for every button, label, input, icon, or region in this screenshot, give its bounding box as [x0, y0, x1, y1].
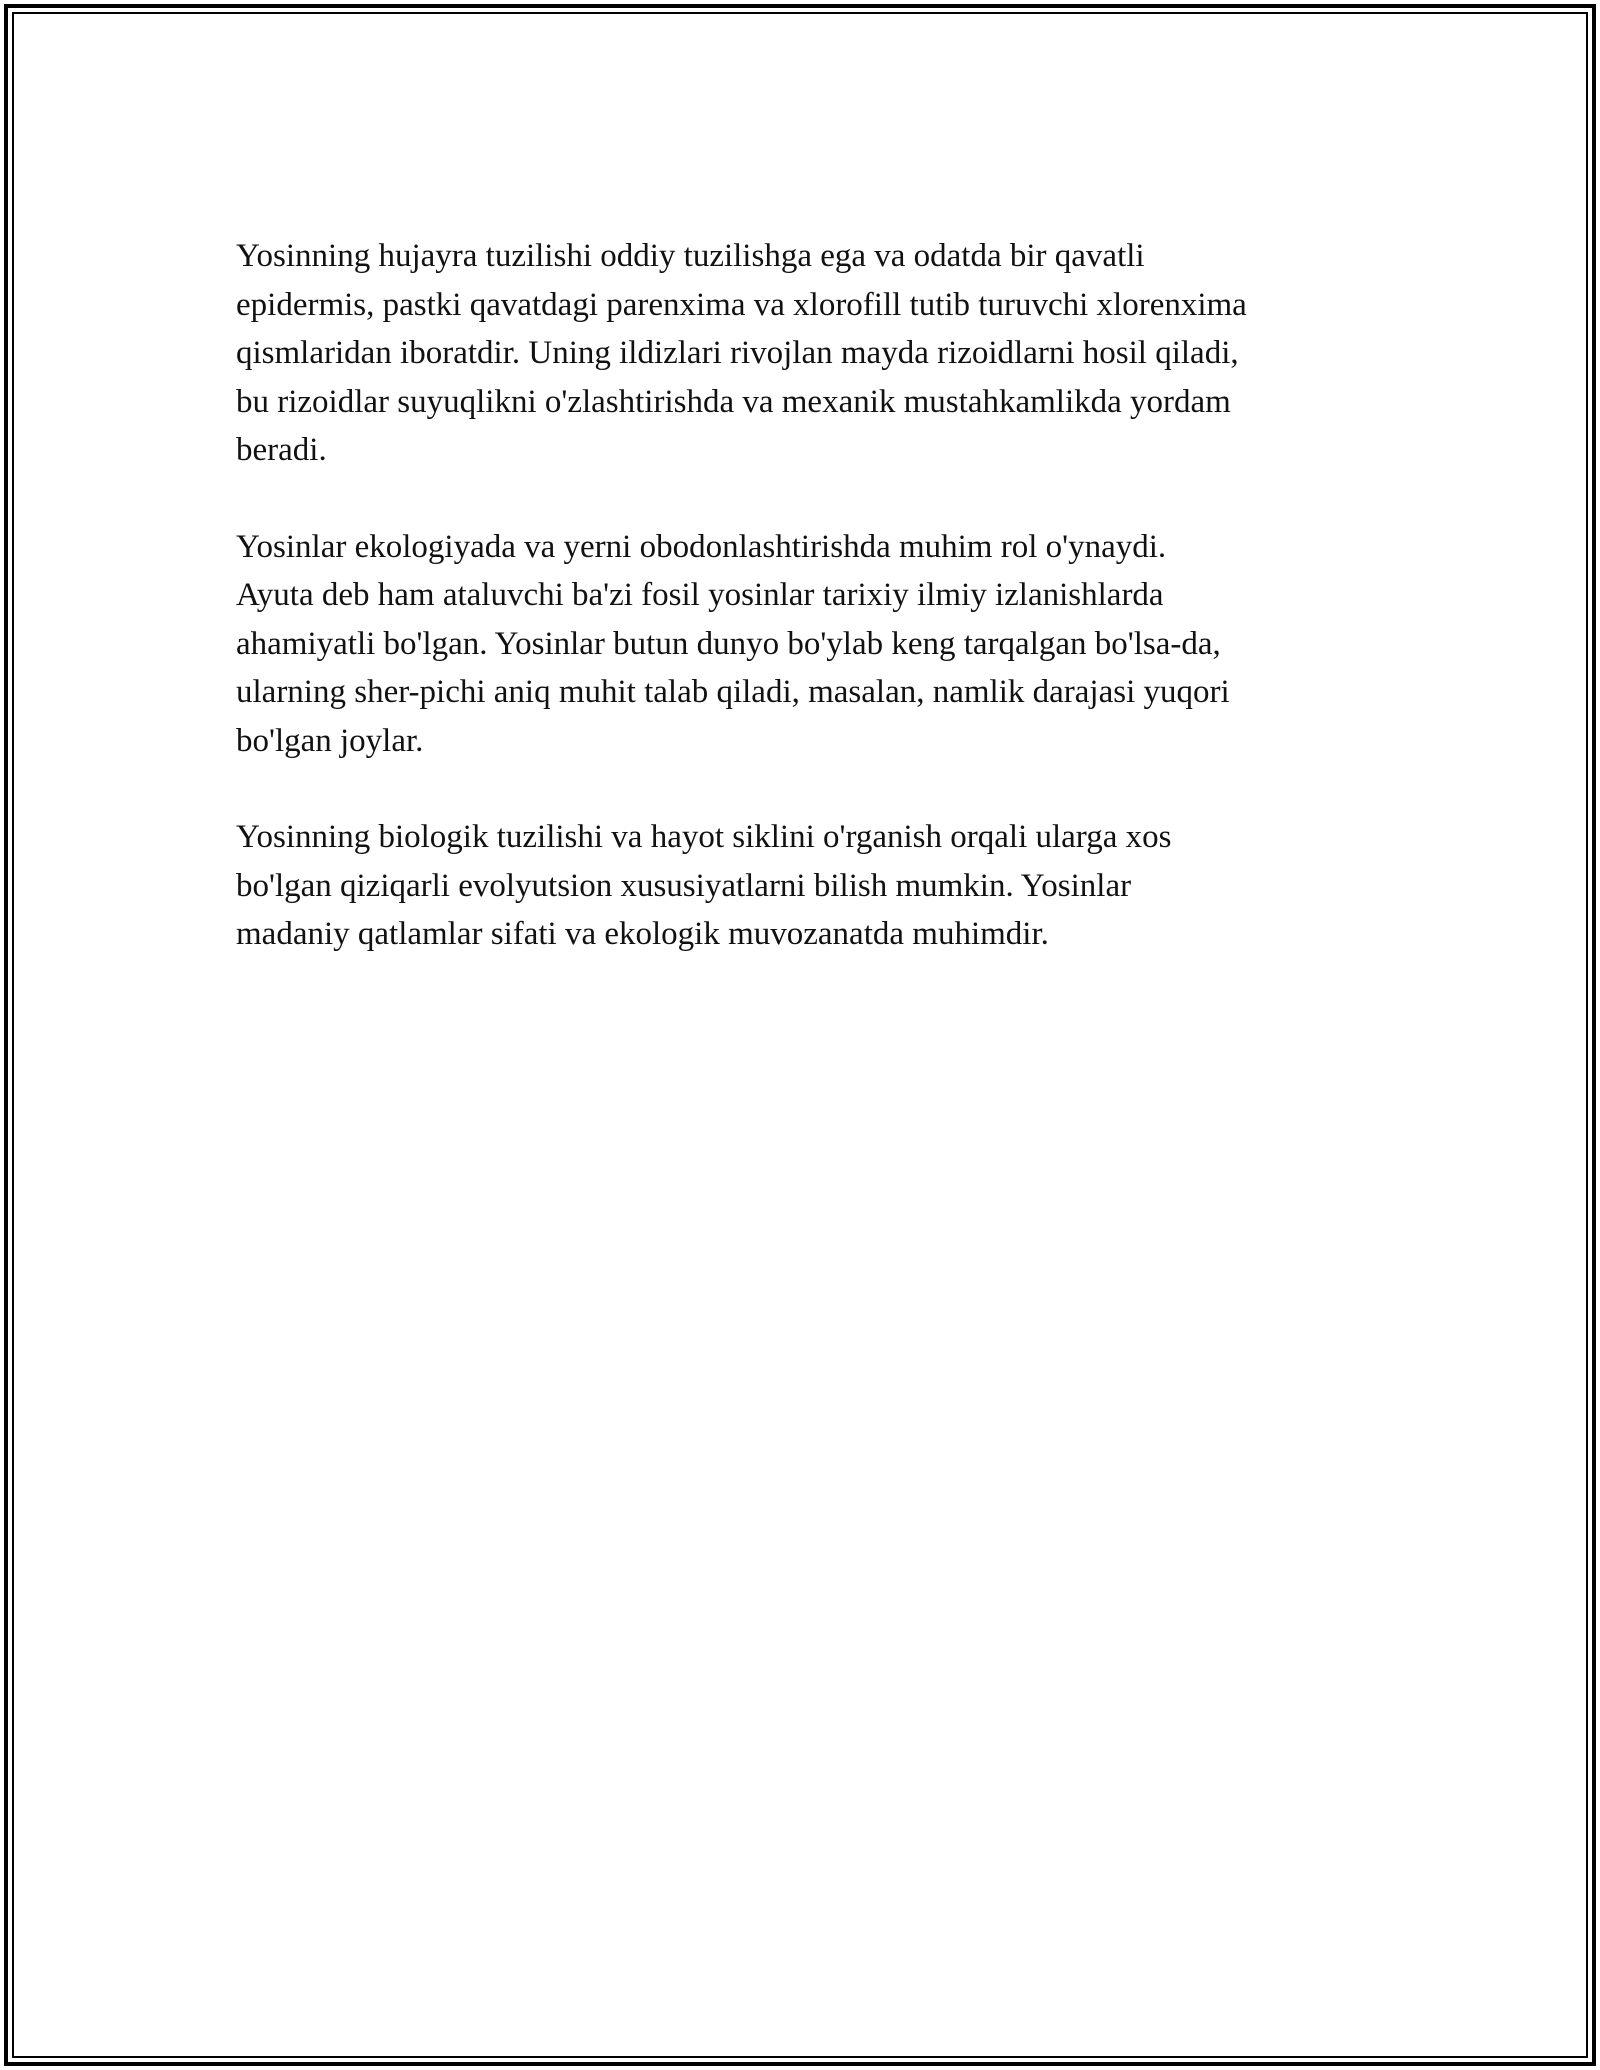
paragraph-3: Yosinning biologik tuzilishi va hayot siklini o'rganish orqali ularga xos bo'lgan qiziqarli evolyutsion xususiyatlarni bilish mumkin. Yosinlar madaniy qatlamlar sifati va ekologik muvozanatda muhimdir. — [236, 819, 1172, 952]
paragraph-1: Yosinning hujayra tuzilishi oddiy tuzilishga ega va odatda bir qavatli epidermis, pastki qavatdagi parenxima va xlorofill tutib turuvchi xlorenxima qismlaridan iboratdir. Uning ildizlari rivojlan mayda rizoidlarni hosil qiladi, bu rizoidlar suyuqlikni o'zlashtirishda va mexanik mustahkamlikda yordam beradi. — [236, 238, 1247, 468]
document-body — [236, 232, 1376, 1007]
paragraph-2: Yosinlar ekologiyada va yerni obodonlashtirishda muhim rol o'ynaydi. Ayuta deb ham ataluvchi ba'zi fosil yosinlar tarixiy ilmiy izlanishlarda ahamiyatli bo'lgan. Yosinlar butun dunyo bo'ylab keng tarqalgan bo'lsa-da, ularning sher-pichi aniq muhit talab qiladi, masalan, namlik darajasi yuqori bo'lgan joylar. — [236, 528, 1230, 759]
